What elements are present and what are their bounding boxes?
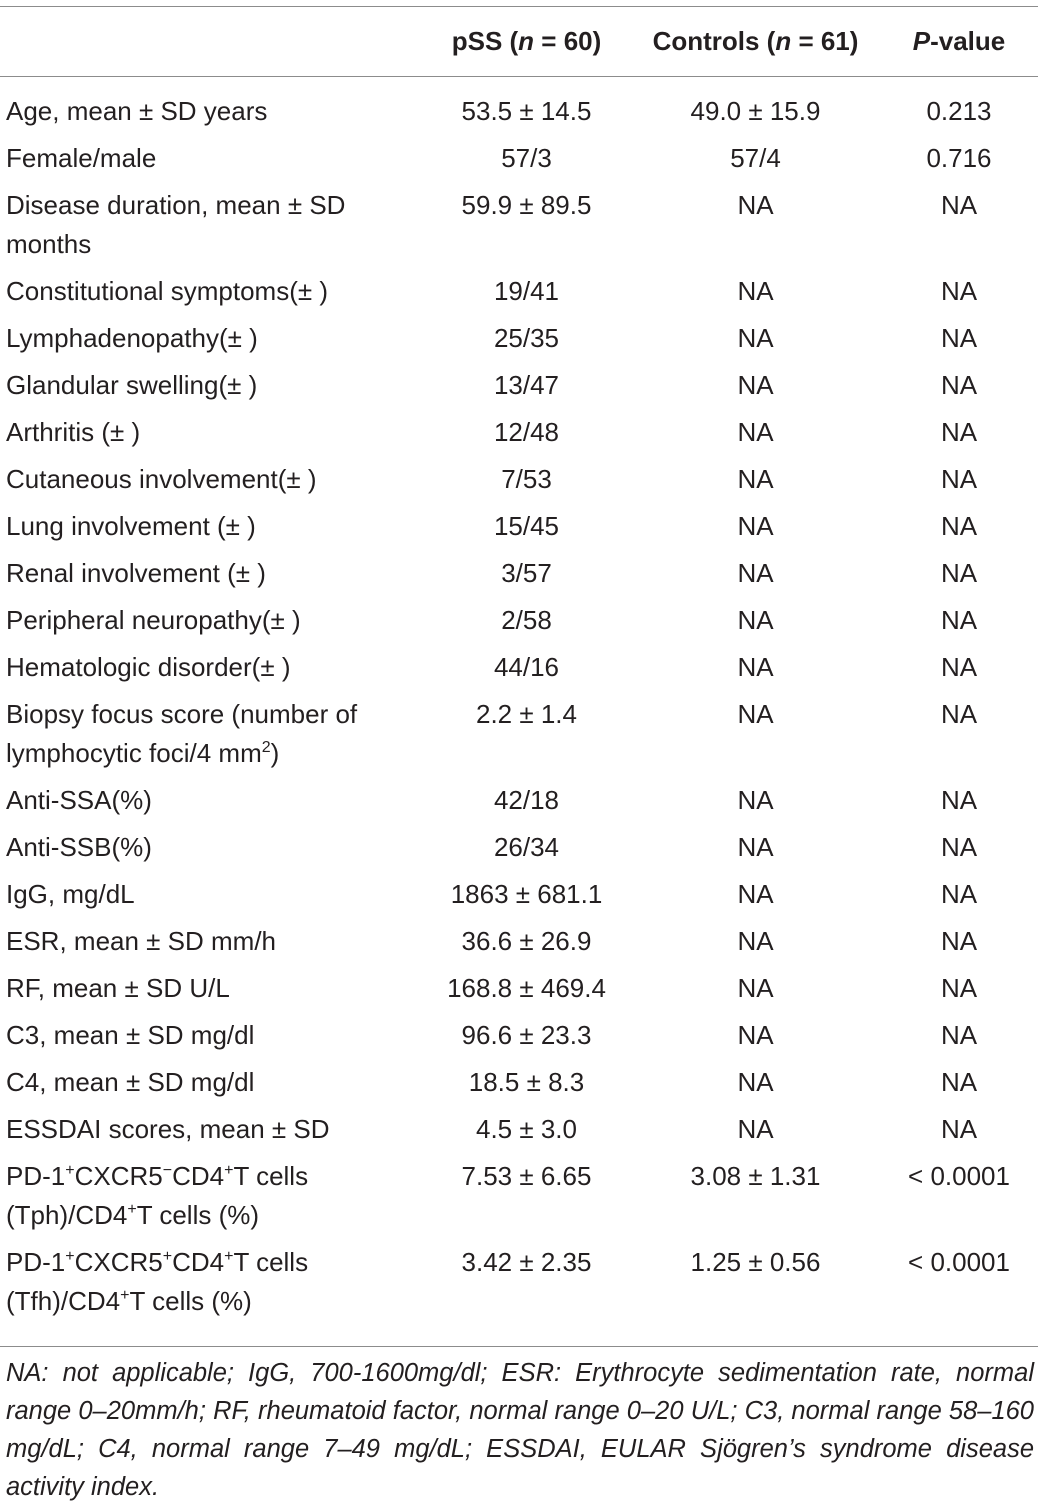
header-controls-text: Controls (n = 61) <box>652 25 859 56</box>
pss-value: 96.6 ± 23.3 <box>461 1020 592 1050</box>
controls-value: 49.0 ± 15.9 <box>690 96 821 126</box>
row-label: RF, mean ± SD U/L <box>6 973 230 1003</box>
p-value: NA <box>940 417 978 447</box>
label-text: T cells (Tph)/CD4 <box>6 1161 309 1230</box>
table-row <box>0 503 1040 550</box>
table-row <box>0 918 1040 965</box>
bottom-rule <box>0 1346 1038 1347</box>
table-row <box>0 315 1040 362</box>
top-rule <box>0 6 1038 7</box>
pss-value: 3.42 ± 2.35 <box>461 1247 592 1277</box>
table-row <box>0 135 1040 182</box>
label-text: CXCR5 <box>74 1161 163 1191</box>
pss-value: 7/53 <box>501 464 552 494</box>
controls-value: 1.25 ± 0.56 <box>690 1247 821 1277</box>
row-label: C4, mean ± SD mg/dl <box>6 1067 255 1097</box>
pss-value: 36.6 ± 26.9 <box>461 926 592 956</box>
row-label: C3, mean ± SD mg/dl <box>6 1020 255 1050</box>
p-value: NA <box>940 323 978 353</box>
pss-value: 59.9 ± 89.5 <box>461 190 592 220</box>
p-value: NA <box>940 190 978 220</box>
p-value: < 0.0001 <box>908 1161 1010 1191</box>
header-p-value <box>878 16 1040 76</box>
superscript: + <box>224 1162 234 1179</box>
p-value: < 0.0001 <box>908 1247 1010 1277</box>
controls-value: NA <box>737 652 774 682</box>
label-text: CXCR5 <box>74 1247 163 1277</box>
label-text: CD4 <box>172 1247 225 1277</box>
pss-value: 3/57 <box>501 558 552 588</box>
row-label: IgG, mg/dL <box>6 879 135 909</box>
controls-value: NA <box>737 926 774 956</box>
row-label: Anti-SSB(%) <box>6 832 152 862</box>
table-row <box>0 965 1040 1012</box>
table-row <box>0 182 1040 268</box>
pss-value: 57/3 <box>501 143 552 173</box>
p-value: NA <box>940 973 978 1003</box>
p-value: NA <box>940 276 978 306</box>
row-label: ESSDAI scores, mean ± SD <box>6 1114 330 1144</box>
controls-value: 3.08 ± 1.31 <box>690 1161 821 1191</box>
table-row <box>0 691 1040 777</box>
label-text: ) <box>270 738 280 768</box>
superscript: − <box>162 1162 173 1179</box>
row-label: Anti-SSA(%) <box>6 785 152 815</box>
table-row <box>0 777 1040 824</box>
row-label: Hematologic disorder(± ) <box>6 652 291 682</box>
p-value: NA <box>940 832 978 862</box>
p-value: 0.716 <box>926 143 992 173</box>
table-row <box>0 76 1040 135</box>
label-text: CD4 <box>172 1161 225 1191</box>
characteristics-table <box>0 16 1040 1325</box>
p-value: NA <box>940 1114 978 1144</box>
table-row <box>0 268 1040 315</box>
table-row <box>0 362 1040 409</box>
superscript: + <box>162 1248 173 1265</box>
table-row <box>0 871 1040 918</box>
row-label <box>0 691 420 777</box>
p-value: NA <box>940 605 978 635</box>
label-text: T cells (Tfh)/CD4 <box>6 1247 309 1316</box>
table-row <box>0 1153 1040 1239</box>
controls-value: 57/4 <box>730 143 781 173</box>
table-row <box>0 1012 1040 1059</box>
p-value: NA <box>940 785 978 815</box>
row-label: Cutaneous involvement(± ) <box>6 464 317 494</box>
header-controls <box>633 16 878 76</box>
row-label: Peripheral neuropathy(± ) <box>6 605 301 635</box>
p-value: NA <box>940 511 978 541</box>
pss-value: 2.2 ± 1.4 <box>475 699 577 729</box>
superscript: + <box>127 1201 137 1218</box>
pss-value: 44/16 <box>493 652 560 682</box>
controls-value: NA <box>737 699 774 729</box>
p-value: NA <box>940 879 978 909</box>
row-label: Lymphadenopathy(± ) <box>6 323 258 353</box>
pss-value: 7.53 ± 6.65 <box>461 1161 592 1191</box>
controls-value: NA <box>737 785 774 815</box>
row-label: ESR, mean ± SD mm/h <box>6 926 277 956</box>
row-label: Lung involvement (± ) <box>6 511 256 541</box>
controls-value: NA <box>737 973 774 1003</box>
header-empty <box>0 16 420 76</box>
controls-value: NA <box>737 1020 774 1050</box>
pss-value: 12/48 <box>493 417 560 447</box>
pss-value: 19/41 <box>493 276 560 306</box>
row-label: Constitutional symptoms(± ) <box>6 276 329 306</box>
pss-value: 53.5 ± 14.5 <box>461 96 592 126</box>
table-row <box>0 644 1040 691</box>
controls-value: NA <box>737 558 774 588</box>
pss-value: 4.5 ± 3.0 <box>475 1114 577 1144</box>
p-value: NA <box>940 464 978 494</box>
superscript: + <box>224 1248 234 1265</box>
pss-value: 25/35 <box>493 323 560 353</box>
controls-value: NA <box>737 605 774 635</box>
pss-value: 13/47 <box>493 370 560 400</box>
p-value: NA <box>940 1020 978 1050</box>
row-label: Female/male <box>6 143 157 173</box>
row-label: Disease duration, mean ± SD months <box>6 190 346 259</box>
superscript: + <box>65 1162 75 1179</box>
p-value: NA <box>940 558 978 588</box>
p-value: NA <box>940 370 978 400</box>
controls-value: NA <box>737 832 774 862</box>
pss-value: 26/34 <box>493 832 560 862</box>
label-text: T cells (%) <box>129 1286 252 1316</box>
row-label <box>0 1153 420 1239</box>
table-header-row <box>0 16 1040 76</box>
superscript: 2 <box>261 739 271 756</box>
table-row <box>0 456 1040 503</box>
controls-value: NA <box>737 879 774 909</box>
controls-value: NA <box>737 464 774 494</box>
row-label: Age, mean ± SD years <box>6 96 268 126</box>
pss-value: 42/18 <box>493 785 560 815</box>
pss-value: 168.8 ± 469.4 <box>447 973 606 1003</box>
label-text: Biopsy focus score (number of lymphocytic foci/4 mm <box>6 699 358 768</box>
controls-value: NA <box>737 1067 774 1097</box>
header-pss-text: pSS (n = 60) <box>451 25 602 56</box>
controls-value: NA <box>737 417 774 447</box>
header-p-value-text: P-value <box>912 25 1006 56</box>
pss-value: 18.5 ± 8.3 <box>468 1067 585 1097</box>
p-value: NA <box>940 652 978 682</box>
table-body <box>0 76 1040 1325</box>
controls-value: NA <box>737 190 774 220</box>
p-value: NA <box>940 699 978 729</box>
table-row <box>0 1106 1040 1153</box>
superscript: + <box>65 1248 75 1265</box>
row-label <box>0 1239 420 1325</box>
table-row <box>0 409 1040 456</box>
header-pss <box>420 16 633 76</box>
controls-value: NA <box>737 276 774 306</box>
label-text: PD-1 <box>6 1161 66 1191</box>
row-label: Glandular swelling(± ) <box>6 370 258 400</box>
superscript: + <box>120 1287 130 1304</box>
table-row <box>0 550 1040 597</box>
table-footnote: NA: not applicable; IgG, 700-1600mg/dl; ESR: Erythrocyte sedimentation rate, normal range 0–20mm/h; RF, rheumatoid factor, normal range 0–20 U/L; C3, normal range 58–160 mg/dL; C4, normal range 7–49 mg/dL; ESSDAI, EULAR Sjögren’s syndrome disease activity index. <box>6 1359 1034 1501</box>
p-value: NA <box>940 1067 978 1097</box>
table-row <box>0 824 1040 871</box>
row-label: Renal involvement (± ) <box>6 558 266 588</box>
controls-value: NA <box>737 1114 774 1144</box>
controls-value: NA <box>737 511 774 541</box>
p-value: 0.213 <box>926 96 992 126</box>
table-row <box>0 1059 1040 1106</box>
pss-value: 1863 ± 681.1 <box>450 879 603 909</box>
p-value: NA <box>940 926 978 956</box>
pss-value: 15/45 <box>493 511 560 541</box>
table-row <box>0 597 1040 644</box>
controls-value: NA <box>737 370 774 400</box>
label-text: T cells (%) <box>136 1200 260 1230</box>
table-row <box>0 1239 1040 1325</box>
controls-value: NA <box>737 323 774 353</box>
pss-value: 2/58 <box>501 605 552 635</box>
row-label: Arthritis (± ) <box>6 417 141 447</box>
label-text: PD-1 <box>6 1247 66 1277</box>
